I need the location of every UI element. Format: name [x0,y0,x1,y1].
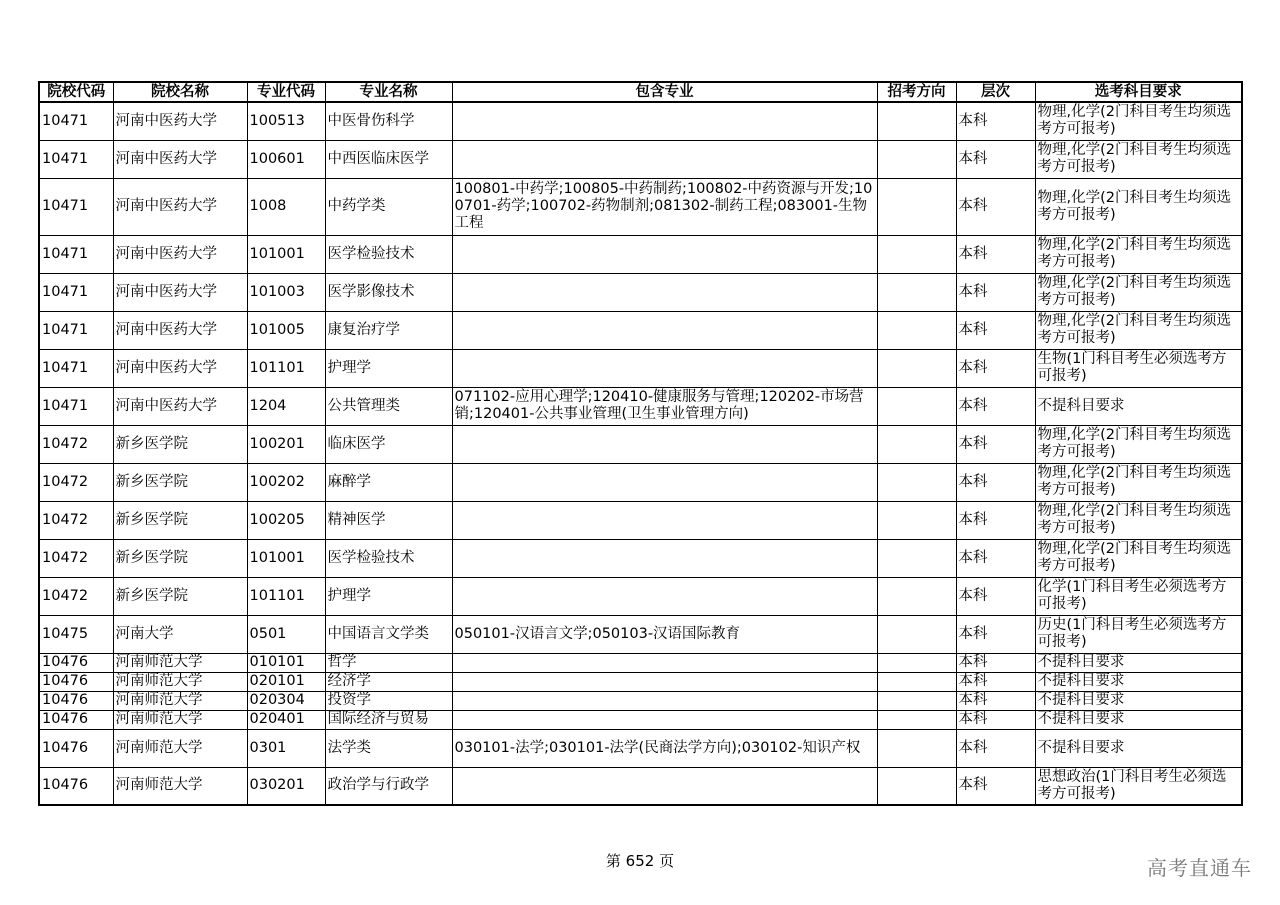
cell-level: 本科 [956,387,1035,425]
cell-major-code: 100601 [247,140,325,178]
cell-major-code: 101001 [247,235,325,273]
cell-level: 本科 [956,729,1035,767]
cell-major-code: 100201 [247,425,325,463]
cell-school-code: 10471 [39,387,113,425]
table-row [39,387,1242,425]
cell-major-code: 1204 [247,387,325,425]
cell-school-code: 10471 [39,311,113,349]
cell-subject-requirement: 不提科目要求 [1035,710,1242,729]
cell-included-majors [452,501,877,539]
cell-school-name: 河南中医药大学 [113,273,247,311]
cell-major-code: 101101 [247,349,325,387]
cell-level: 本科 [956,425,1035,463]
table-row [39,273,1242,311]
header-direction: 招考方向 [877,82,956,102]
cell-direction [877,539,956,577]
cell-major-name: 哲学 [325,653,452,672]
cell-subject-requirement: 不提科目要求 [1035,387,1242,425]
cell-subject-requirement: 不提科目要求 [1035,691,1242,710]
cell-school-name: 新乡医学院 [113,501,247,539]
cell-school-code: 10476 [39,729,113,767]
cell-included-majors [452,311,877,349]
cell-school-name: 新乡医学院 [113,425,247,463]
cell-included-majors: 050101-汉语言文学;050103-汉语国际教育 [452,615,877,653]
cell-school-name: 河南中医药大学 [113,349,247,387]
cell-subject-requirement: 物理,化学(2门科目考生均须选考方可报考) [1035,235,1242,273]
admissions-table [38,81,1243,806]
cell-school-name: 河南师范大学 [113,729,247,767]
cell-included-majors [452,710,877,729]
cell-included-majors [452,539,877,577]
cell-school-name: 河南师范大学 [113,767,247,805]
cell-included-majors [452,140,877,178]
cell-subject-requirement: 物理,化学(2门科目考生均须选考方可报考) [1035,501,1242,539]
cell-level: 本科 [956,653,1035,672]
cell-school-code: 10472 [39,425,113,463]
cell-subject-requirement: 物理,化学(2门科目考生均须选考方可报考) [1035,425,1242,463]
cell-level: 本科 [956,178,1035,235]
header-major-code: 专业代码 [247,82,325,102]
cell-school-code: 10471 [39,349,113,387]
cell-major-code: 1008 [247,178,325,235]
cell-school-code: 10476 [39,710,113,729]
table-row [39,102,1242,140]
cell-school-name: 河南大学 [113,615,247,653]
cell-major-name: 麻醉学 [325,463,452,501]
table-row [39,767,1242,805]
cell-level: 本科 [956,767,1035,805]
cell-school-code: 10471 [39,235,113,273]
cell-major-code: 101003 [247,273,325,311]
cell-subject-requirement: 历史(1门科目考生必须选考方可报考) [1035,615,1242,653]
cell-included-majors [452,691,877,710]
cell-direction [877,577,956,615]
watermark: 高考直通车 [1147,856,1252,880]
cell-major-code: 020304 [247,691,325,710]
cell-school-code: 10472 [39,577,113,615]
table-row [39,501,1242,539]
cell-major-name: 医学影像技术 [325,273,452,311]
cell-level: 本科 [956,710,1035,729]
table-row [39,653,1242,672]
cell-subject-requirement: 物理,化学(2门科目考生均须选考方可报考) [1035,273,1242,311]
cell-major-code: 020101 [247,672,325,691]
cell-direction [877,387,956,425]
cell-included-majors [452,653,877,672]
cell-direction [877,729,956,767]
cell-included-majors [452,102,877,140]
cell-direction [877,463,956,501]
cell-included-majors [452,235,877,273]
cell-major-code: 030201 [247,767,325,805]
cell-included-majors: 030101-法学;030101-法学(民商法学方向);030102-知识产权 [452,729,877,767]
cell-included-majors: 071102-应用心理学;120410-健康服务与管理;120202-市场营销;120401-公共事业管理(卫生事业管理方向) [452,387,877,425]
cell-school-name: 河南师范大学 [113,672,247,691]
cell-school-code: 10471 [39,178,113,235]
table-row [39,729,1242,767]
cell-direction [877,178,956,235]
cell-level: 本科 [956,273,1035,311]
cell-major-name: 法学类 [325,729,452,767]
cell-subject-requirement: 生物(1门科目考生必须选考方可报考) [1035,349,1242,387]
cell-included-majors [452,349,877,387]
cell-direction [877,311,956,349]
cell-major-name: 中国语言文学类 [325,615,452,653]
header-school-code: 院校代码 [39,82,113,102]
cell-direction [877,767,956,805]
cell-level: 本科 [956,463,1035,501]
cell-school-code: 10472 [39,539,113,577]
cell-direction [877,691,956,710]
cell-direction [877,672,956,691]
cell-included-majors [452,767,877,805]
cell-school-code: 10476 [39,653,113,672]
cell-school-code: 10471 [39,102,113,140]
cell-subject-requirement: 物理,化学(2门科目考生均须选考方可报考) [1035,102,1242,140]
cell-school-name: 河南中医药大学 [113,235,247,273]
cell-subject-requirement: 不提科目要求 [1035,653,1242,672]
cell-included-majors [452,672,877,691]
cell-school-name: 新乡医学院 [113,539,247,577]
cell-major-name: 临床医学 [325,425,452,463]
cell-major-name: 政治学与行政学 [325,767,452,805]
cell-school-name: 河南师范大学 [113,691,247,710]
cell-major-code: 020401 [247,710,325,729]
cell-major-name: 康复治疗学 [325,311,452,349]
cell-subject-requirement: 化学(1门科目考生必须选考方可报考) [1035,577,1242,615]
cell-major-name: 投资学 [325,691,452,710]
table-row [39,178,1242,235]
table-row [39,349,1242,387]
cell-major-name: 中医骨伤科学 [325,102,452,140]
cell-direction [877,102,956,140]
cell-level: 本科 [956,691,1035,710]
table-header-row [39,82,1242,102]
cell-subject-requirement: 物理,化学(2门科目考生均须选考方可报考) [1035,178,1242,235]
cell-included-majors [452,273,877,311]
table-row [39,311,1242,349]
cell-major-name: 精神医学 [325,501,452,539]
cell-major-code: 101005 [247,311,325,349]
cell-level: 本科 [956,615,1035,653]
cell-major-name: 医学检验技术 [325,539,452,577]
cell-school-code: 10472 [39,501,113,539]
cell-level: 本科 [956,539,1035,577]
cell-major-name: 经济学 [325,672,452,691]
header-level: 层次 [956,82,1035,102]
cell-direction [877,349,956,387]
cell-school-name: 河南中医药大学 [113,387,247,425]
cell-subject-requirement: 物理,化学(2门科目考生均须选考方可报考) [1035,140,1242,178]
table-row [39,539,1242,577]
cell-level: 本科 [956,102,1035,140]
cell-direction [877,273,956,311]
cell-subject-requirement: 思想政治(1门科目考生必须选考方可报考) [1035,767,1242,805]
cell-direction [877,235,956,273]
cell-major-code: 100513 [247,102,325,140]
table-row [39,235,1242,273]
page-number: 第 652 页 [605,852,675,870]
cell-major-name: 护理学 [325,577,452,615]
cell-subject-requirement: 物理,化学(2门科目考生均须选考方可报考) [1035,463,1242,501]
cell-major-name: 护理学 [325,349,452,387]
cell-school-name: 新乡医学院 [113,577,247,615]
header-subject-requirement: 选考科目要求 [1035,82,1242,102]
cell-school-code: 10472 [39,463,113,501]
cell-school-code: 10476 [39,691,113,710]
cell-major-name: 国际经济与贸易 [325,710,452,729]
cell-school-code: 10476 [39,767,113,805]
table-row [39,672,1242,691]
cell-school-name: 河南中医药大学 [113,311,247,349]
cell-major-code: 101101 [247,577,325,615]
cell-major-code: 0301 [247,729,325,767]
cell-major-code: 100202 [247,463,325,501]
table-row [39,463,1242,501]
table-row [39,425,1242,463]
cell-school-code: 10475 [39,615,113,653]
cell-subject-requirement: 不提科目要求 [1035,729,1242,767]
cell-school-name: 河南中医药大学 [113,140,247,178]
table-body [39,102,1242,805]
cell-school-name: 河南师范大学 [113,710,247,729]
cell-direction [877,710,956,729]
cell-subject-requirement: 不提科目要求 [1035,672,1242,691]
cell-direction [877,140,956,178]
cell-level: 本科 [956,349,1035,387]
table-row [39,710,1242,729]
cell-school-name: 河南师范大学 [113,653,247,672]
cell-school-name: 河南中医药大学 [113,102,247,140]
cell-school-code: 10476 [39,672,113,691]
cell-major-name: 中药学类 [325,178,452,235]
cell-included-majors [452,577,877,615]
cell-major-code: 101001 [247,539,325,577]
cell-included-majors: 100801-中药学;100805-中药制药;100802-中药资源与开发;100701-药学;100702-药物制剂;081302-制药工程;083001-生物工程 [452,178,877,235]
cell-major-code: 0501 [247,615,325,653]
table-row [39,140,1242,178]
header-major-name: 专业名称 [325,82,452,102]
cell-major-name: 中西医临床医学 [325,140,452,178]
cell-major-code: 100205 [247,501,325,539]
cell-direction [877,653,956,672]
table-row [39,577,1242,615]
table-row [39,615,1242,653]
cell-school-name: 新乡医学院 [113,463,247,501]
cell-included-majors [452,425,877,463]
cell-direction [877,501,956,539]
cell-level: 本科 [956,577,1035,615]
cell-level: 本科 [956,672,1035,691]
table-row [39,691,1242,710]
cell-school-code: 10471 [39,140,113,178]
cell-subject-requirement: 物理,化学(2门科目考生均须选考方可报考) [1035,311,1242,349]
cell-level: 本科 [956,311,1035,349]
cell-subject-requirement: 物理,化学(2门科目考生均须选考方可报考) [1035,539,1242,577]
cell-level: 本科 [956,140,1035,178]
cell-major-code: 010101 [247,653,325,672]
cell-major-name: 医学检验技术 [325,235,452,273]
cell-school-code: 10471 [39,273,113,311]
cell-direction [877,425,956,463]
cell-included-majors [452,463,877,501]
cell-school-name: 河南中医药大学 [113,178,247,235]
cell-major-name: 公共管理类 [325,387,452,425]
header-school-name: 院校名称 [113,82,247,102]
cell-level: 本科 [956,501,1035,539]
cell-direction [877,615,956,653]
header-included-majors: 包含专业 [452,82,877,102]
cell-level: 本科 [956,235,1035,273]
